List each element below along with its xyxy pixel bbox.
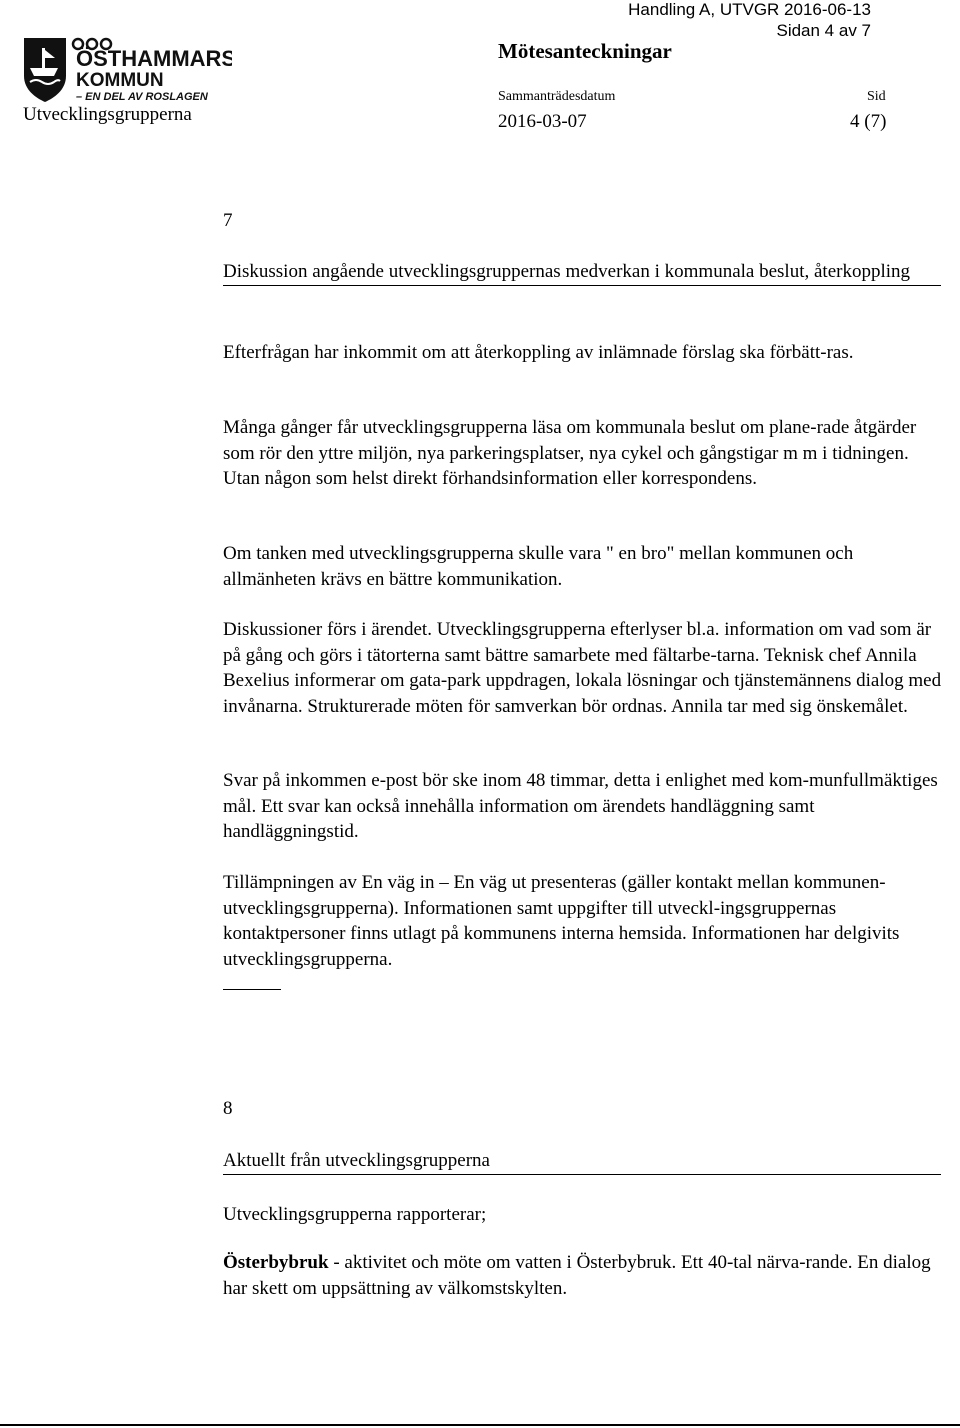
meeting-date: 2016-03-07 — [498, 111, 587, 132]
group-name: Utvecklingsgrupperna — [23, 104, 192, 125]
logo-line-1: ÖSTHAMMARS — [76, 46, 232, 71]
paragraph: Svar på inkommen e-post bör ske inom 48 timmar, detta i enlighet med kom-munfullmäktiges mål. Ett svar kan också innehålla information om ärendets handläggning samt handläggningstid. — [223, 770, 938, 842]
location-name: Österbybruk — [223, 1252, 329, 1273]
document-reference: Handling A, UTVGR 2016-06-13 — [628, 0, 871, 19]
logo-line-3: – EN DEL AV ROSLAGEN — [76, 91, 208, 103]
section-number: 7 — [223, 210, 233, 231]
section-separator — [223, 989, 281, 990]
section-number: 8 — [223, 1098, 233, 1119]
page-indicator: Sidan 4 av 7 — [776, 21, 871, 40]
document-title: Mötesanteckningar — [498, 39, 672, 63]
section-heading: Diskussion angående utvecklingsgruppernas medverkan i kommunala beslut, återkoppling — [223, 259, 941, 286]
coat-of-arms-icon — [22, 36, 232, 104]
meeting-date-label: Sammanträdesdatum — [498, 89, 616, 104]
paragraph: Efterfrågan har inkommit om att återkoppling av inlämnade förslag ska förbätt-ras. — [223, 342, 854, 363]
logo-line-2: KOMMUN — [76, 70, 164, 91]
paragraph: Tillämpningen av En väg in – En väg ut presenteras (gäller kontakt mellan kommunen-utvecklingsgrupperna). Informationen samt uppgifter till utveckl-ingsgruppernas kontaktpersoner finns utlagt på kommunens interna hemsida. Informationen har delgivits utvecklingsgrupperna. — [223, 872, 900, 970]
footer-rule — [0, 1424, 960, 1426]
paragraph: Diskussioner förs i ärendet. Utvecklingsgrupperna efterlyser bl.a. information om vad som är på gång och görs i tätorterna samt bättre samarbete med fältarbe-tarna. Teknisk chef Annila Bexelius informerar om gata-park uppdragen, lokala lösningar och tjänstemännens dialog med invånarna. Strukturerade möten för samverkan bör ordnas. Annila tar med sig önskemålet. — [223, 619, 942, 717]
page-count: 4 (7) — [850, 111, 887, 132]
paragraph-text: - aktivitet och möte om vatten i Österbybruk. Ett 40-tal närva-rande. En dialog har skett om uppsättning av välkomstskylten. — [223, 1252, 931, 1299]
paragraph: Om tanken med utvecklingsgrupperna skulle vara " en bro" mellan kommunen och allmänheten krävs en bättre kommunikation. — [223, 543, 854, 590]
paragraph: Många gånger får utvecklingsgrupperna läsa om kommunala beslut om plane-rade åtgärder som rör den yttre miljön, nya parkeringsplatser, nya cykel och gångstigar m m i tidningen. Utan någon som helst direkt förhandsinformation eller korrespondens. — [223, 417, 917, 489]
section-heading: Aktuellt från utvecklingsgrupperna — [223, 1148, 941, 1175]
page-label: Sid — [867, 89, 886, 104]
paragraph: Utvecklingsgrupperna rapporterar; — [223, 1204, 487, 1225]
paragraph — [223, 1250, 945, 1301]
municipality-logo — [22, 36, 232, 104]
